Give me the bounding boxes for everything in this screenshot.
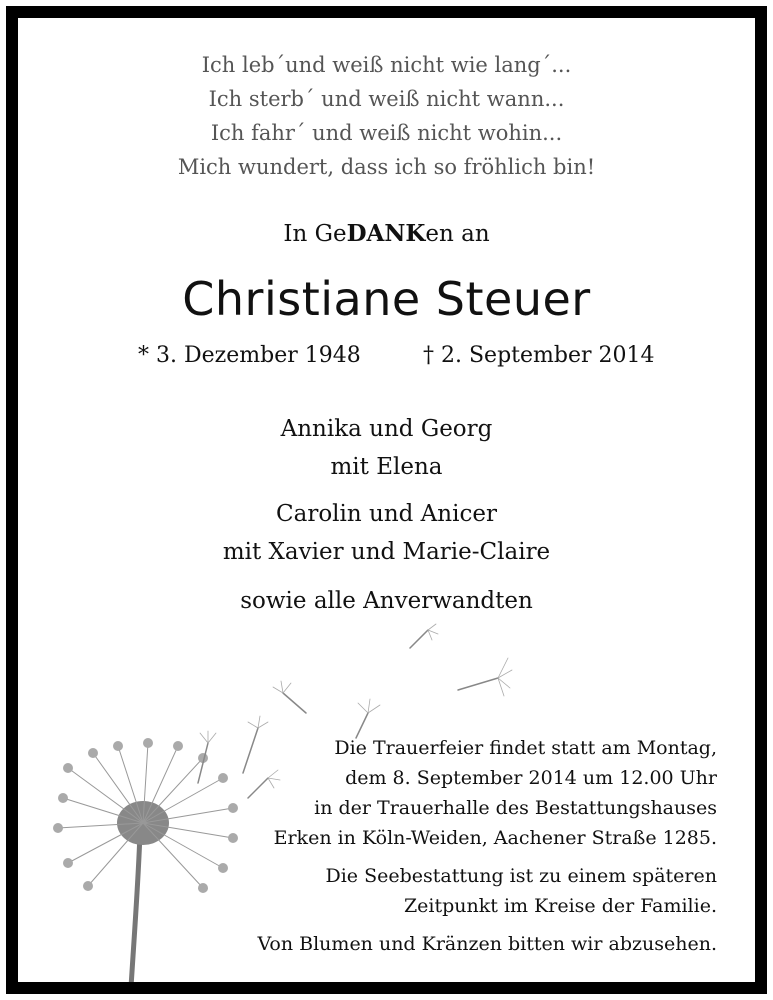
poem	[18, 48, 755, 184]
family-line: mit Xavier und Marie-Claire	[222, 539, 551, 565]
deceased-name: Christiane Steuer	[182, 272, 591, 326]
family-line: sowie alle Anverwandten	[240, 588, 533, 614]
death-date: † 2. September 2014	[423, 343, 655, 368]
family-line: Carolin und Anicer	[276, 501, 497, 527]
family-list	[18, 410, 755, 620]
poem-line: Ich fahr´ und weiß nicht wohin...	[210, 121, 563, 145]
service-line: Erken in Köln-Weiden, Aachener Straße 1285.	[273, 827, 717, 849]
intro-line	[18, 220, 755, 247]
birth-date: * 3. Dezember 1948	[138, 343, 361, 368]
service-line: dem 8. September 2014 um 12.00 Uhr	[345, 767, 717, 789]
intro-post: en an	[425, 221, 490, 247]
service-line: Von Blumen und Kränzen bitten wir abzusehen.	[257, 933, 717, 955]
service-details	[257, 733, 717, 959]
service-line: Zeitpunkt im Kreise der Familie.	[403, 895, 717, 917]
service-line: Die Trauerfeier findet statt am Montag,	[334, 737, 717, 759]
intro-pre: In Ge	[283, 221, 347, 247]
poem-line: Ich leb´und weiß nicht wie lang´...	[201, 53, 572, 77]
family-line: Annika und Georg	[280, 416, 493, 442]
service-line: in der Trauerhalle des Bestattungshauses	[314, 797, 717, 819]
poem-line: Mich wundert, dass ich so fröhlich bin!	[177, 155, 596, 179]
obituary-frame	[6, 6, 767, 994]
family-line: mit Elena	[330, 454, 443, 480]
intro-bold: DANK	[346, 220, 426, 247]
service-line: Die Seebestattung ist zu einem späteren	[325, 865, 717, 887]
poem-line: Ich sterb´ und weiß nicht wann...	[208, 87, 565, 111]
